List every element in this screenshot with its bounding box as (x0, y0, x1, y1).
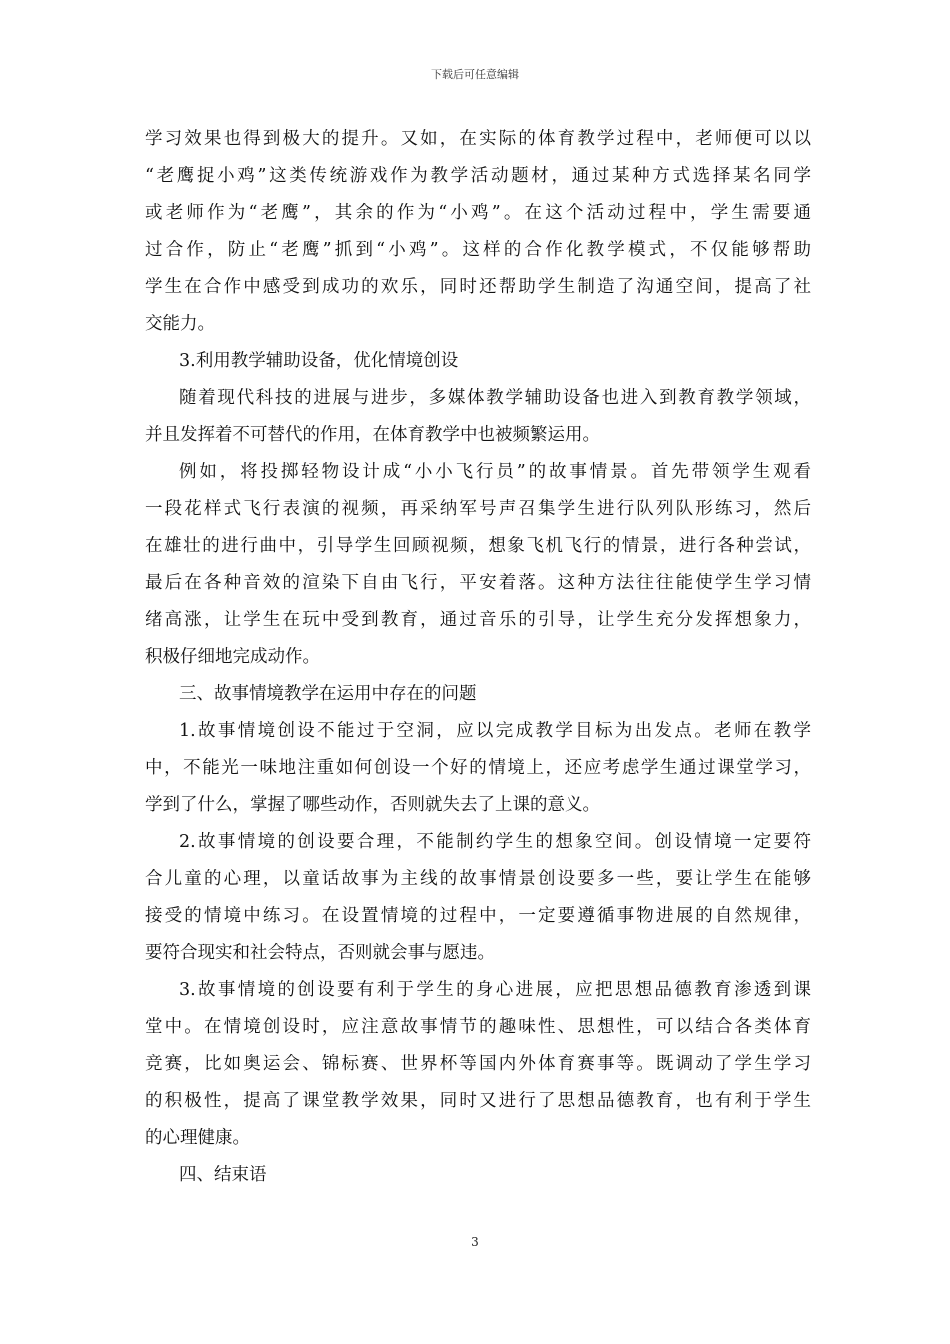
text-line: 并且发挥着不可替代的作用，在体育教学中也被频繁运用。 (145, 425, 600, 445)
paragraph (145, 972, 811, 1157)
text-line: 在雄壮的进行曲中，引导学生回顾视频，想象飞机飞行的情景，进行各种尝试， (145, 536, 811, 556)
text-line: 学习效果也得到极大的提升。又如，在实际的体育教学过程中，老师便可以以 (145, 129, 811, 149)
paragraph (145, 454, 811, 676)
paragraph (145, 380, 811, 454)
text-line: “老鹰捉小鸡”这类传统游戏作为教学活动题材，通过某种方式选择某名同学 (145, 166, 811, 186)
section-heading (145, 676, 811, 713)
text-line: 例如，将投掷轻物设计成“小小飞行员”的故事情景。首先带领学生观看 (179, 462, 811, 482)
text-line: 的积极性，提高了课堂教学效果，同时又进行了思想品德教育，也有利于学生 (145, 1091, 811, 1111)
page-number: 3 (471, 1235, 479, 1249)
paragraph (145, 121, 811, 343)
text-line: 四、结束语 (179, 1165, 267, 1185)
text-line: 一段花样式飞行表演的视频，再采纳军号声召集学生进行队列队形练习，然后 (145, 499, 811, 519)
text-line: 要符合现实和社会特点，否则就会事与愿违。 (145, 943, 495, 963)
text-line: 3.故事情境的创设要有利于学生的身心进展，应把思想品德教育渗透到课 (179, 980, 811, 1000)
section-subheading (145, 343, 811, 380)
text-line: 合儿童的心理，以童话故事为主线的故事情景创设要多一些，要让学生在能够 (145, 869, 811, 889)
text-line: 或老师作为“老鹰”，其余的作为“小鸡”。在这个活动过程中，学生需要通 (145, 203, 811, 223)
paragraph (145, 824, 811, 972)
text-line: 1.故事情境创设不能过于空洞，应以完成教学目标为出发点。老师在教学 (179, 721, 811, 741)
page-header: 下载后可任意编辑 (431, 68, 519, 81)
document-body (145, 121, 811, 1194)
text-line: 中，不能光一味地注重如何创设一个好的情境上，还应考虑学生通过课堂学习， (145, 758, 811, 778)
section-heading (145, 1157, 811, 1194)
text-line: 3.利用教学辅助设备，优化情境创设 (179, 351, 459, 371)
text-line: 积极仔细地完成动作。 (145, 647, 320, 667)
text-line: 学到了什么，掌握了哪些动作，否则就失去了上课的意义。 (145, 795, 600, 815)
text-line: 的心理健康。 (145, 1128, 250, 1148)
text-line: 竞赛，比如奥运会、锦标赛、世界杯等国内外体育赛事等。既调动了学生学习 (145, 1054, 811, 1074)
text-line: 学生在合作中感受到成功的欢乐，同时还帮助学生制造了沟通空间，提高了社 (145, 277, 811, 297)
text-line: 三、故事情境教学在运用中存在的问题 (179, 684, 477, 704)
paragraph (145, 713, 811, 824)
text-line: 最后在各种音效的渲染下自由飞行，平安着落。这种方法往往能使学生学习情 (145, 573, 811, 593)
text-line: 绪高涨，让学生在玩中受到教育，通过音乐的引导，让学生充分发挥想象力， (145, 610, 811, 630)
text-line: 2.故事情境的创设要合理，不能制约学生的想象空间。创设情境一定要符 (179, 832, 811, 852)
text-line: 接受的情境中练习。在设置情境的过程中，一定要遵循事物进展的自然规律， (145, 906, 811, 926)
text-line: 过合作，防止“老鹰”抓到“小鸡”。这样的合作化教学模式，不仅能够帮助 (145, 240, 811, 260)
text-line: 堂中。在情境创设时，应注意故事情节的趣味性、思想性，可以结合各类体育 (145, 1017, 811, 1037)
text-line: 交能力。 (145, 314, 215, 334)
text-line: 随着现代科技的进展与进步，多媒体教学辅助设备也进入到教育教学领域， (179, 388, 811, 408)
